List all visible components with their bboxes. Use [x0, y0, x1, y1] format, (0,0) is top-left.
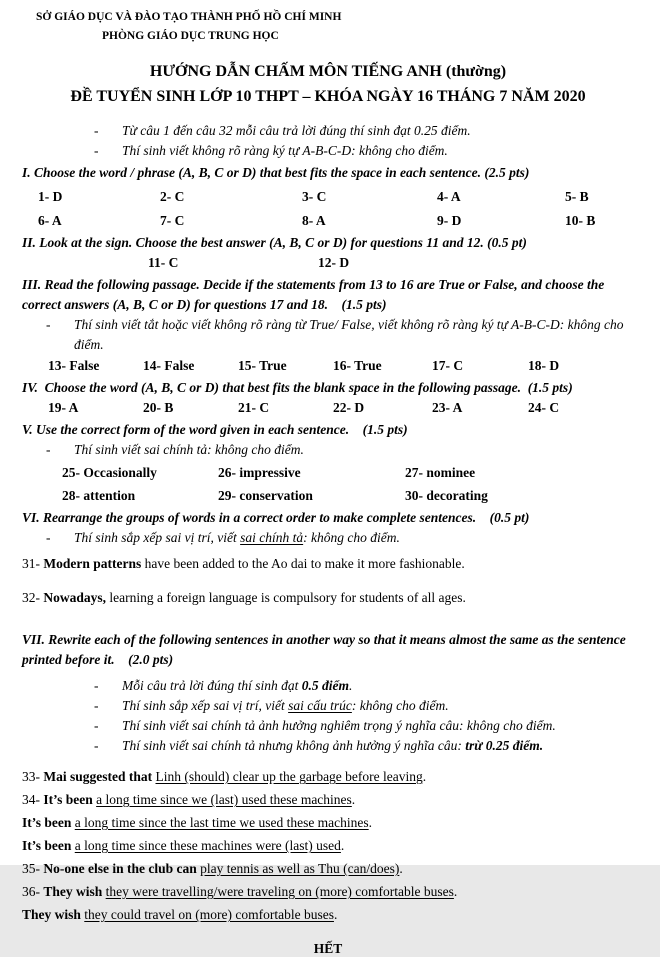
answer-cell: 3- C	[302, 189, 327, 204]
answer-cell: 19- A	[48, 400, 79, 415]
end-label: HẾT	[313, 941, 343, 956]
note-post: : không cho điểm.	[303, 530, 400, 545]
note-line	[94, 676, 634, 696]
answer-cell: 21- C	[238, 400, 270, 415]
answer-tail: .	[399, 861, 403, 876]
rewrite-answer-34-alt-2	[22, 834, 634, 857]
item-bold: Modern patterns	[43, 556, 142, 571]
item-number: 32-	[22, 590, 40, 605]
answer-cell: 20- B	[143, 400, 174, 415]
answer-bold: They wish	[22, 907, 81, 922]
note-post: : không cho điểm.	[351, 698, 449, 713]
section-7-heading: VII. Rewrite each of the following sentences in another way so that it means almost the same as the sentence printed before it. (2.0 pts)	[22, 632, 626, 667]
item-bold: Nowadays,	[43, 590, 107, 605]
item-rest: learning a foreign language is compulsory for students of all ages.	[106, 590, 466, 605]
answer-cell: 30- decorating	[405, 488, 488, 503]
dash-bullet: -	[46, 442, 51, 457]
note-line	[94, 121, 634, 141]
note-text: Từ câu 1 đến câu 32 mỗi câu trả lời đúng thí sinh đạt 0.25 điểm.	[122, 123, 471, 138]
answer-underlined: a long time since the last time we used these machines	[74, 815, 369, 830]
answer-number: 33-	[22, 769, 40, 784]
note-line	[94, 736, 634, 756]
note-text	[74, 528, 634, 548]
rewrite-answer-35	[22, 857, 634, 880]
answer-cell: 10- B	[565, 213, 596, 228]
answer-cell: 8- A	[302, 213, 326, 228]
section-5-answers-row-1	[22, 463, 634, 483]
section-6-heading: VI. Rearrange the groups of words in a correct order to make complete sentences. (0.5 pt)	[22, 510, 530, 525]
section-5-answers-row-2	[22, 486, 634, 506]
item-rest: have been added to the Ao dai to make it more fashionable.	[141, 556, 465, 571]
department-name: SỞ GIÁO DỤC VÀ ĐÀO TẠO THÀNH PHỐ HỒ CHÍ MINH	[36, 11, 342, 23]
note-text	[122, 696, 634, 716]
section-7-notes	[22, 676, 634, 756]
answer-cell: 17- C	[432, 358, 464, 373]
office-name: PHÒNG GIÁO DỤC TRUNG HỌC	[102, 30, 279, 42]
answer-cell: 27- nominee	[405, 465, 476, 480]
answer-cell: 29- conservation	[218, 488, 313, 503]
note-pre: Thí sinh sắp xếp sai vị trí, viết	[74, 530, 241, 545]
rewrite-answer-36-alt	[22, 903, 634, 926]
answer-cell: 6- A	[38, 213, 62, 228]
answer-cell: 28- attention	[62, 488, 136, 503]
answer-cell: 11- C	[148, 255, 179, 270]
section-3-answers	[22, 356, 634, 376]
section-3-heading: III. Read the following passage. Decide if the statements from 13 to 16 are True or False, and choose the correct answers (A, B, C or D) for questions 17 and 18. (1.5 pts)	[22, 277, 605, 312]
note-text	[122, 676, 634, 696]
organization-header	[22, 8, 634, 46]
item-number: 31-	[22, 556, 40, 571]
dash-bullet: -	[94, 123, 99, 138]
dash-bullet: -	[94, 738, 99, 753]
section-1-answers-row-2	[22, 211, 634, 231]
answer-cell: 22- D	[333, 400, 365, 415]
note-underlined: sai chính tả	[240, 530, 304, 545]
title-line-2: ĐỀ TUYỂN SINH LỚP 10 THPT – KHÓA NGÀY 16 THÁNG 7 NĂM 2020	[70, 88, 586, 105]
answer-underlined: they could travel on (more) comfortable buses	[84, 907, 334, 922]
answer-tail: .	[453, 884, 458, 899]
answer-underlined: a long time since these machines were (last) used	[74, 838, 341, 853]
answer-number: 36-	[22, 884, 40, 899]
answer-cell: 9- D	[437, 213, 462, 228]
answer-cell: 15- True	[238, 358, 287, 373]
answer-cell: 4- A	[437, 189, 461, 204]
document-title	[22, 59, 634, 109]
answer-bold: They wish	[43, 884, 103, 899]
note-text	[122, 736, 634, 756]
rewrite-answer-36	[22, 880, 634, 903]
answer-tail: .	[368, 815, 373, 830]
note-pre: Mỗi câu trả lời đúng thí sinh đạt	[122, 678, 302, 693]
answer-cell: 12- D	[318, 255, 350, 270]
note-bold: 0.5 điểm	[301, 678, 349, 693]
title-line-1: HƯỚNG DẪN CHẤM MÔN TIẾNG ANH (thường)	[149, 63, 507, 80]
note-pre: Thí sinh viết sai chính tả nhưng không ảnh hưởng ý nghĩa câu:	[122, 738, 466, 753]
answer-cell: 24- C	[528, 400, 560, 415]
answer-cell: 2- C	[160, 189, 185, 204]
grading-notes	[22, 121, 634, 161]
section-6-note	[46, 528, 634, 548]
answer-bold: It’s been	[22, 815, 72, 830]
answer-cell: 5- B	[565, 189, 589, 204]
dash-bullet: -	[94, 718, 99, 733]
answer-bold: Mai suggested that	[43, 769, 153, 784]
dash-bullet: -	[46, 317, 51, 332]
section-2-heading: II. Look at the sign. Choose the best answer (A, B, C or D) for questions 11 and 12. (0.5 pt)	[22, 235, 527, 250]
answer-cell: 25- Occasionally	[62, 465, 157, 480]
note-text: Thí sinh viết sai chính tả ảnh hưởng nghiêm trọng ý nghĩa câu: không cho điểm.	[122, 718, 556, 733]
answer-underlined: they were travelling/were traveling on (more) comfortable buses	[105, 884, 454, 899]
section-5-heading: V. Use the correct form of the word given in each sentence. (1.5 pts)	[22, 422, 408, 437]
section-5-note	[46, 440, 634, 460]
dash-bullet: -	[94, 143, 99, 158]
note-line	[94, 716, 634, 736]
answer-cell: 16- True	[333, 358, 382, 373]
note-line	[94, 141, 634, 161]
note-text: Thí sinh viết sai chính tả: không cho điểm.	[74, 442, 304, 457]
answer-cell: 7- C	[160, 213, 185, 228]
rewrite-answer-34	[22, 788, 634, 811]
answer-underlined: play tennis as well as Thu (can/does)	[200, 861, 400, 876]
dash-bullet: -	[46, 530, 51, 545]
answer-tail: .	[422, 769, 427, 784]
section-3-note	[46, 315, 634, 355]
answer-number: 35-	[22, 861, 40, 876]
sentence-31	[22, 554, 634, 574]
note-post: .	[348, 678, 353, 693]
note-text: Thí sinh viết không rõ ràng ký tự A-B-C-D: không cho điểm.	[122, 143, 448, 158]
sentence-32	[22, 588, 634, 608]
answer-cell: 26- impressive	[218, 465, 301, 480]
rewrite-answer-33	[22, 765, 634, 788]
dash-bullet: -	[94, 678, 99, 693]
section-7-answers	[22, 765, 634, 926]
note-line	[94, 696, 634, 716]
answer-cell: 13- False	[48, 358, 100, 373]
answer-bold: It’s been	[43, 792, 93, 807]
answer-tail: .	[333, 907, 338, 922]
note-pre: Thí sinh sắp xếp sai vị trí, viết	[122, 698, 289, 713]
note-text: Thí sinh viết tắt hoặc viết không rõ ràng từ True/ False, viết không rõ ràng ký tự A-B-C-D: không cho điểm.	[74, 317, 624, 352]
answer-tail: .	[351, 792, 356, 807]
section-1-heading: I. Choose the word / phrase (A, B, C or D) that best fits the space in each sentence. (2.5 pts)	[22, 165, 530, 180]
note-bold: trừ 0.25 điểm.	[465, 738, 544, 753]
section-4-answers	[22, 398, 634, 418]
section-4-heading: IV. Choose the word (A, B, C or D) that best fits the blank space in the following passage. (1.5 pts)	[22, 380, 573, 395]
answer-underlined: a long time since we (last) used these machines	[96, 792, 352, 807]
answer-cell: 23- A	[432, 400, 463, 415]
answer-cell: 1- D	[38, 189, 63, 204]
answer-bold: It’s been	[22, 838, 72, 853]
answer-tail: .	[340, 838, 345, 853]
answer-cell: 14- False	[143, 358, 195, 373]
answer-bold: No-one else in the club can	[43, 861, 197, 876]
dash-bullet: -	[94, 698, 99, 713]
section-2-answers	[22, 253, 634, 273]
note-underlined: sai cấu trúc	[288, 698, 352, 713]
answer-underlined: Linh (should) clear up the garbage before leaving	[155, 769, 423, 784]
section-1-answers-row-1	[22, 187, 634, 207]
answer-cell: 18- D	[528, 358, 560, 373]
rewrite-answer-34-alt-1	[22, 811, 634, 834]
answer-number: 34-	[22, 792, 40, 807]
